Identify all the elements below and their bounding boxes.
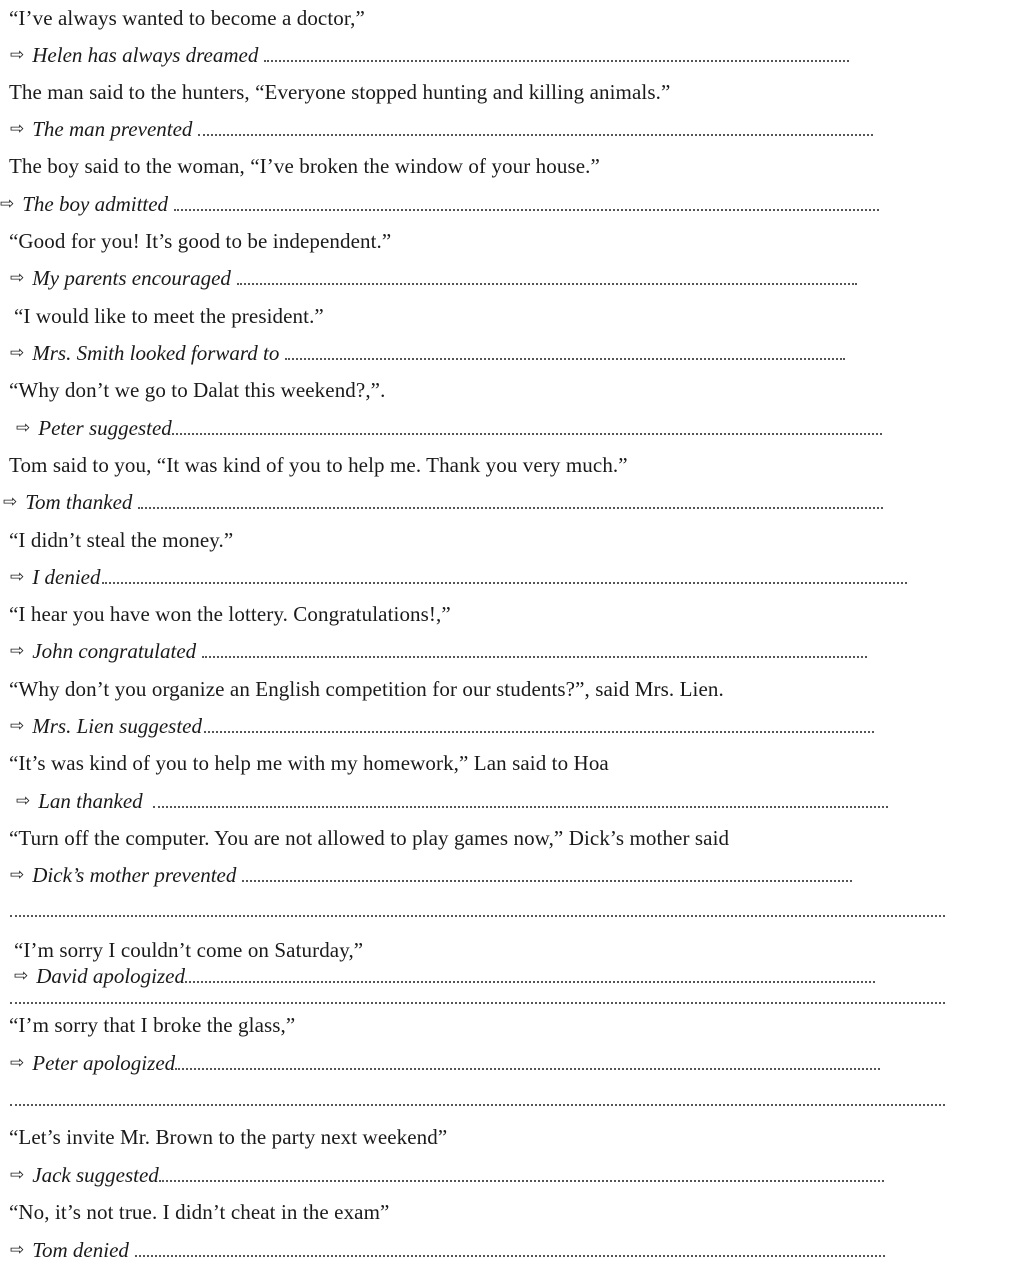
question-text: “I’ve always wanted to become a doctor,” bbox=[9, 5, 365, 30]
answer-blank[interactable] bbox=[159, 1180, 884, 1182]
answer-prompt: Peter apologized bbox=[32, 1050, 176, 1075]
answer-blank[interactable] bbox=[198, 134, 873, 136]
answer-blank[interactable] bbox=[153, 806, 888, 808]
question-text: “I would like to meet the president.” bbox=[14, 303, 324, 328]
answer-prompt: Peter suggested bbox=[38, 415, 172, 440]
question-line bbox=[0, 525, 1024, 555]
answer-line[interactable] bbox=[0, 636, 1024, 666]
answer-blank[interactable] bbox=[185, 981, 875, 983]
answer-line[interactable] bbox=[0, 562, 1024, 592]
answer-line[interactable] bbox=[0, 1235, 1024, 1265]
arrow-icon: ⇨ bbox=[10, 268, 25, 288]
answer-blank-extra[interactable] bbox=[10, 1002, 945, 1004]
arrow-icon: ⇨ bbox=[10, 1240, 25, 1260]
answer-line[interactable] bbox=[0, 40, 1024, 70]
question-line bbox=[0, 3, 1024, 33]
question-line bbox=[0, 151, 1024, 181]
question-text: “Good for you! It’s good to be independent.” bbox=[9, 228, 392, 253]
question-line bbox=[0, 1010, 1024, 1040]
answer-blank[interactable] bbox=[242, 880, 852, 882]
answer-prompt: David apologized bbox=[36, 963, 185, 988]
answer-prompt: The man prevented bbox=[32, 116, 193, 141]
arrow-icon: ⇨ bbox=[10, 1053, 25, 1073]
answer-line[interactable] bbox=[0, 338, 1024, 368]
answer-blank[interactable] bbox=[138, 507, 883, 509]
answer-blank[interactable] bbox=[202, 656, 867, 658]
answer-prompt: Tom thanked bbox=[25, 489, 133, 514]
answer-line[interactable] bbox=[0, 961, 1024, 991]
answer-prompt: Tom denied bbox=[32, 1237, 129, 1262]
answer-blank[interactable] bbox=[285, 358, 845, 360]
question-line bbox=[0, 301, 1024, 331]
arrow-icon: ⇨ bbox=[10, 343, 25, 363]
question-text: “I hear you have won the lottery. Congratulations!,” bbox=[9, 601, 451, 626]
answer-line[interactable] bbox=[0, 114, 1024, 144]
arrow-icon: ⇨ bbox=[14, 966, 29, 986]
arrow-icon: ⇨ bbox=[16, 418, 31, 438]
answer-blank[interactable] bbox=[102, 582, 907, 584]
answer-prompt: Mrs. Lien suggested bbox=[32, 713, 202, 738]
question-text: “No, it’s not true. I didn’t cheat in the exam” bbox=[9, 1199, 390, 1224]
question-line bbox=[0, 674, 1024, 704]
question-line bbox=[0, 748, 1024, 778]
arrow-icon: ⇨ bbox=[10, 641, 25, 661]
question-text: “It’s was kind of you to help me with my homework,” Lan said to Hoa bbox=[9, 750, 609, 775]
question-text: “I’m sorry I couldn’t come on Saturday,” bbox=[14, 937, 364, 962]
answer-prompt: I denied bbox=[32, 564, 101, 589]
answer-line[interactable] bbox=[0, 1160, 1024, 1190]
answer-line[interactable] bbox=[0, 1048, 1024, 1078]
arrow-icon: ⇨ bbox=[10, 45, 25, 65]
question-line bbox=[0, 450, 1024, 480]
question-line bbox=[0, 77, 1024, 107]
answer-blank[interactable] bbox=[175, 1068, 880, 1070]
answer-prompt: The boy admitted bbox=[22, 191, 169, 216]
answer-blank[interactable] bbox=[237, 283, 857, 285]
arrow-icon: ⇨ bbox=[16, 791, 31, 811]
arrow-icon: ⇨ bbox=[0, 194, 15, 214]
answer-line[interactable] bbox=[0, 711, 1024, 741]
arrow-icon: ⇨ bbox=[10, 567, 25, 587]
answer-prompt: Dick’s mother prevented bbox=[32, 862, 237, 887]
answer-blank[interactable] bbox=[204, 731, 874, 733]
question-line bbox=[0, 1122, 1024, 1152]
answer-line[interactable] bbox=[0, 860, 1024, 890]
question-text: “Let’s invite Mr. Brown to the party next weekend” bbox=[9, 1124, 448, 1149]
answer-prompt: Mrs. Smith looked forward to bbox=[32, 340, 280, 365]
question-line bbox=[0, 599, 1024, 629]
question-line bbox=[0, 1197, 1024, 1227]
answer-blank[interactable] bbox=[172, 433, 882, 435]
arrow-icon: ⇨ bbox=[10, 865, 25, 885]
answer-prompt: My parents encouraged bbox=[32, 265, 231, 290]
question-text: “Turn off the computer. You are not allowed to play games now,” Dick’s mother said bbox=[9, 825, 730, 850]
answer-blank[interactable] bbox=[174, 209, 879, 211]
answer-line[interactable] bbox=[0, 189, 1024, 219]
question-text: The boy said to the woman, “I’ve broken the window of your house.” bbox=[9, 153, 600, 178]
answer-line[interactable] bbox=[0, 413, 1024, 443]
answer-blank-extra[interactable] bbox=[10, 915, 945, 917]
question-text: “Why don’t you organize an English competition for our students?”, said Mrs. Lien. bbox=[9, 676, 724, 701]
arrow-icon: ⇨ bbox=[3, 492, 18, 512]
arrow-icon: ⇨ bbox=[10, 1165, 25, 1185]
question-text: “I didn’t steal the money.” bbox=[9, 527, 234, 552]
arrow-icon: ⇨ bbox=[10, 716, 25, 736]
answer-blank[interactable] bbox=[135, 1255, 885, 1257]
answer-prompt: Lan thanked bbox=[38, 788, 143, 813]
question-text: “I’m sorry that I broke the glass,” bbox=[9, 1012, 296, 1037]
answer-blank-extra[interactable] bbox=[10, 1104, 945, 1106]
arrow-icon: ⇨ bbox=[10, 119, 25, 139]
question-line bbox=[0, 823, 1024, 853]
question-line bbox=[0, 226, 1024, 256]
answer-prompt: John congratulated bbox=[32, 638, 197, 663]
answer-line[interactable] bbox=[0, 487, 1024, 517]
question-line bbox=[0, 375, 1024, 405]
answer-line[interactable] bbox=[0, 786, 1024, 816]
answer-prompt: Helen has always dreamed bbox=[32, 42, 259, 67]
question-text: “Why don’t we go to Dalat this weekend?,”. bbox=[9, 377, 386, 402]
question-text: The man said to the hunters, “Everyone stopped hunting and killing animals.” bbox=[9, 79, 671, 104]
answer-line[interactable] bbox=[0, 263, 1024, 293]
question-text: Tom said to you, “It was kind of you to help me. Thank you very much.” bbox=[9, 452, 628, 477]
answer-blank[interactable] bbox=[264, 60, 849, 62]
answer-prompt: Jack suggested bbox=[32, 1162, 159, 1187]
